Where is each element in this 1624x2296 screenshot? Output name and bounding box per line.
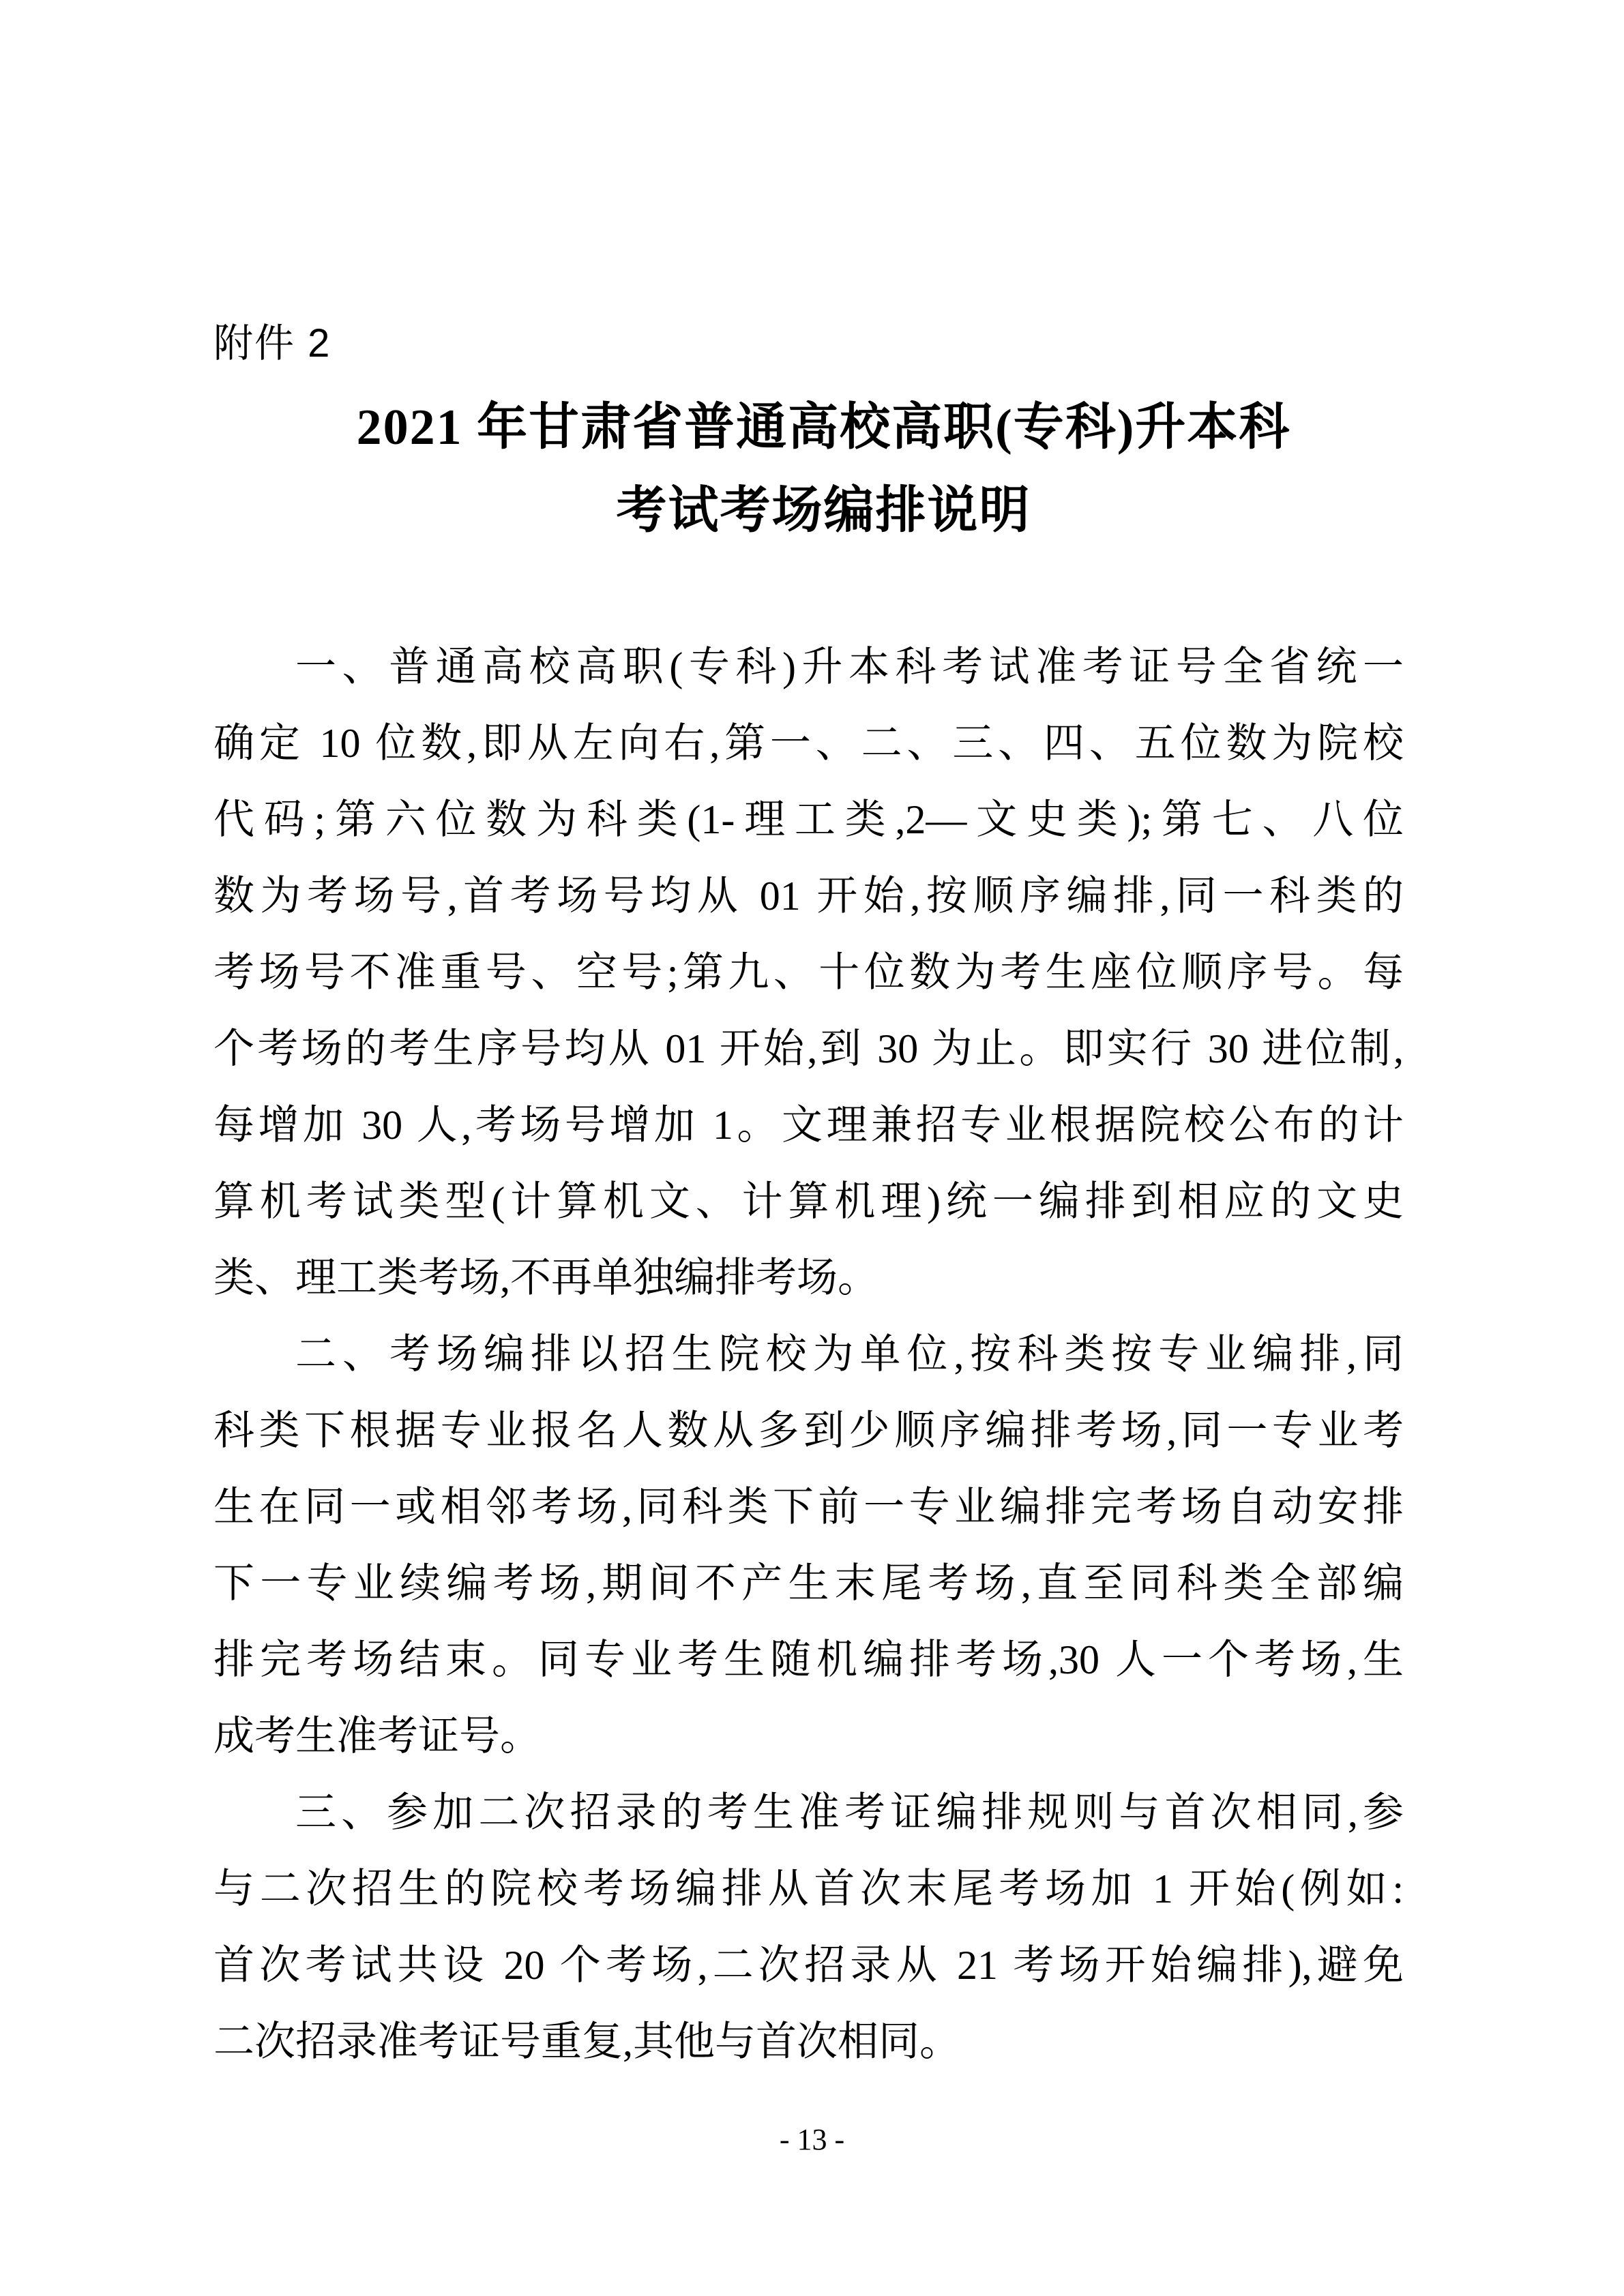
body-line: 科类下根据专业报名人数从多到少顺序编排考场,同一专业考 xyxy=(213,1408,1404,1453)
body-line: 二次招录准考证号重复,其他与首次相同。 xyxy=(213,2019,960,2064)
body-line: 下一专业续编考场,期间不产生末尾考场,直至同科类全部编 xyxy=(213,1561,1404,1606)
title-line-2: 考试考场编排说明 xyxy=(616,483,1031,539)
paragraph-1 xyxy=(213,629,1404,1316)
paragraph-2 xyxy=(213,1316,1404,1774)
body-line: 确定 10 位数,即从左向右,第一、二、三、四、五位数为院校 xyxy=(213,721,1404,766)
body-line: 成考生准考证号。 xyxy=(213,1714,541,1759)
body-line: 个考场的考生序号均从 01 开始,到 30 为止。即实行 30 进位制, xyxy=(213,1026,1404,1071)
title-line-1: 2021 年甘肃省普通高校高职(专科)升本科 xyxy=(356,400,1291,456)
page-number: - 13 - xyxy=(779,2123,845,2156)
body-line: 代码;第六位数为科类(1-理工类,2—文史类);第七、八位 xyxy=(213,797,1404,842)
page-footer xyxy=(0,2122,1624,2158)
body-line: 首次考试共设 20 个考场,二次招录从 21 考场开始编排),避免 xyxy=(213,1943,1404,1988)
body-line: 排完考场结束。同专业考生随机编排考场,30 人一个考场,生 xyxy=(213,1637,1404,1682)
body-line: 二、考场编排以招生院校为单位,按科类按专业编排,同 xyxy=(295,1332,1404,1377)
body-line: 生在同一或相邻考场,同科类下前一专业编排完考场自动安排 xyxy=(213,1485,1404,1530)
body-line: 算机考试类型(计算机文、计算机理)统一编排到相应的文史 xyxy=(213,1179,1404,1224)
body-line: 三、参加二次招录的考生准考证编排规则与首次相同,参 xyxy=(295,1790,1404,1835)
paragraph-3 xyxy=(213,1774,1404,2080)
body-line: 与二次招生的院校考场编排从首次末尾考场加 1 开始(例如: xyxy=(213,1866,1404,1911)
body-line: 每增加 30 人,考场号增加 1。文理兼招专业根据院校公布的计 xyxy=(213,1103,1404,1148)
body-line: 一、普通高校高职(专科)升本科考试准考证号全省统一 xyxy=(295,644,1404,689)
document-title xyxy=(228,386,1419,552)
body-line: 考场号不准重号、空号;第九、十位数为考生座位顺序号。每 xyxy=(213,950,1404,995)
body-line: 类、理工类考场,不再单独编排考场。 xyxy=(213,1255,879,1300)
document-body xyxy=(213,629,1404,2080)
body-line: 数为考场号,首考场号均从 01 开始,按顺序编排,同一科类的 xyxy=(213,874,1404,919)
attachment-label: 附件 2 xyxy=(213,321,331,366)
